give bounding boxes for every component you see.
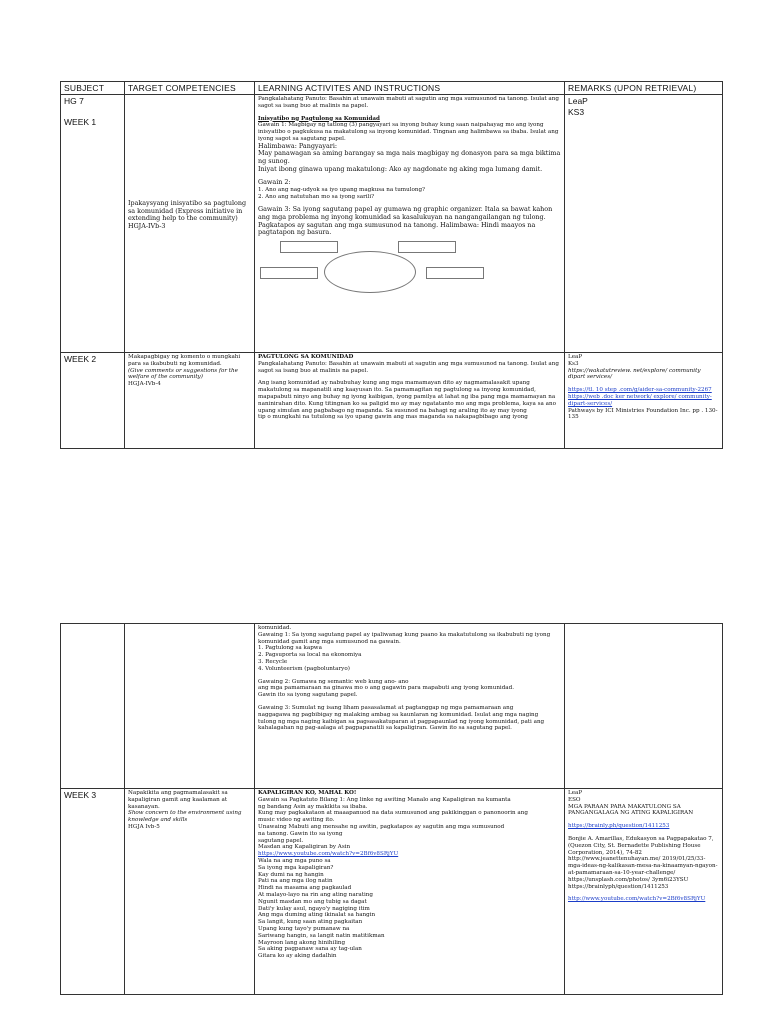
song-line: Pati na ang mga ilog natin bbox=[258, 878, 333, 885]
week2-label: WEEK 2 bbox=[64, 354, 97, 364]
week1-intro: Pangkalahatang Panuto: Basahin at unawain mabuti at sagutin ang mga sumusunod na tanong. Isulat ang sagot sa isang buo at malinis na papel. bbox=[258, 96, 559, 109]
cont-subject-cell bbox=[61, 624, 125, 789]
week3-remark-4: Bonjie A. Amarillas, Edukasyon sa Pagpapakatao 7, (Quezon City, St. Bernadette Publishing House Corporation, 2014), 74-82 bbox=[568, 835, 714, 856]
week1-row bbox=[61, 95, 723, 353]
header-activities: LEARNING ACTIVITES AND INSTRUCTIONS bbox=[255, 82, 565, 95]
week3-label: WEEK 3 bbox=[64, 790, 97, 800]
week3-remark-7: https://brainlyph/question/1411253 bbox=[568, 883, 669, 890]
header-competencies: TARGET COMPETENCIES bbox=[125, 82, 255, 95]
week1-section-title: Inisyatibo ng Pagtulong sa Komunidad bbox=[258, 115, 380, 122]
song-line: Gitara ko ay aking dadalhin bbox=[258, 953, 337, 960]
cont-line: komunidad. bbox=[258, 625, 292, 631]
week1-activities-cell bbox=[255, 95, 565, 353]
organizer-box bbox=[280, 241, 338, 253]
song-line: Kay dumi na ng hangin bbox=[258, 871, 324, 878]
week3-row bbox=[61, 789, 723, 995]
organizer-box bbox=[398, 241, 456, 253]
week1-subject-cell bbox=[61, 95, 125, 353]
week3-line: na tanong. Gawin ito sa iyong bbox=[258, 830, 343, 837]
week3-line: Kung may pagkakataon at maaapanuod na data sumusunod ang pakikinggan o panonoorin ang bbox=[258, 810, 528, 817]
cont-line: Gawin ito sa iyong sagutang papel. bbox=[258, 692, 358, 699]
week3-competency-cell bbox=[125, 789, 255, 995]
week1-competency-cell bbox=[125, 95, 255, 353]
week1-example-label: Halimbawa: Pangyayari: bbox=[258, 141, 338, 150]
organizer-center bbox=[324, 251, 416, 293]
cont-line: ang mga pamamaraan na ginawa mo o ang gagawin para mapabuti ang iyong komunidad. bbox=[258, 685, 514, 692]
week2-remark-2: Ks3 bbox=[568, 360, 579, 367]
lesson-table-top bbox=[60, 81, 723, 449]
header-subject: SUBJECT bbox=[61, 82, 125, 95]
organizer-box bbox=[260, 267, 318, 279]
song-line: Upang kung tayo'y pumanaw na bbox=[258, 925, 350, 932]
cont-line: Gawaing 3: Sumulat ng isang liham pasasalamat at pagtanggap ng mga pamamaraan ang bbox=[258, 704, 514, 711]
week1-gawain2-q2: 2. Ano ang natutuhan mo sa iyong sarili? bbox=[258, 193, 375, 200]
week1-example-2: Iniyat ibong ginawa upang makatulong: Ako ay nagdonate ng aking mga lumang damit. bbox=[258, 164, 543, 173]
week3-competency: Napakikita ang pagmamalasakit sa kapaligiran gamit ang kaalaman at kasanayan. bbox=[128, 790, 228, 810]
week3-remarks-cell bbox=[565, 789, 723, 995]
week2-competency: Makapagbigay ng komento o mungkahi para sa ikabubuti ng komunidad. bbox=[128, 354, 241, 367]
week3-remark-3: MGA PARAAN PARA MAKATULONG SA PANGANGALAGA NG ATING KAPALIGIRAN bbox=[568, 803, 694, 817]
week3-remark-link-2[interactable]: http://www.youtube.com/watch?v=2Bf6v8SRjYU bbox=[568, 896, 706, 903]
cont-line: 2. Pagsuporta sa local na ekonomiya bbox=[258, 652, 362, 659]
organizer-box bbox=[426, 267, 484, 279]
cont-line: 3. Recycle bbox=[258, 658, 288, 665]
song-line: Ang mga duming ating ikinalat sa hangin bbox=[258, 912, 376, 919]
cont-line: tulong ng mga naging kaibigan sa pagsasakatuparan at pagpapaunlad ng iyong komunidad, pati ang bbox=[258, 718, 545, 725]
week1-gawain3: Gawain 3: Sa iyong sagutang papel ay gumawa ng graphic organizer. Itala sa bawat kahon ang mga problema ng inyong komunidad sa kasalukuyan na nangangailangan ng tulong. Pagkatapos ay sagutan ang mga sumusunod na tanong. Halimbawa: Hindi maayos na pagtatapon ng basura. bbox=[258, 205, 553, 237]
week1-competency: Ipakaysyang inisyatibo sa pagtulong sa komunidad (Express initiative in extending help to the community) HGJA-IVb-3 bbox=[128, 199, 247, 230]
header-row bbox=[61, 82, 723, 95]
song-line: Hindi na masama ang pagkaulad bbox=[258, 885, 352, 892]
cont-line: komunidad gamit ang mga sumusunod na gawain. bbox=[258, 638, 401, 645]
week3-remark-1: LeaP bbox=[568, 790, 583, 796]
cont-competency-cell bbox=[125, 624, 255, 789]
song-line: Ngunit masdan mo ang tubig sa dagat bbox=[258, 898, 367, 905]
week2-remark-link-1[interactable]: https://tl. 10 step .com/g/aider-sa-community-2267 bbox=[568, 387, 712, 394]
week2-competency-en: (Give comments or suggestions for the welfare of the community) bbox=[128, 367, 238, 381]
week3-remark-2: ESO bbox=[568, 796, 581, 803]
week1-remark-2: KS3 bbox=[568, 107, 585, 117]
week2-remarks-cell bbox=[565, 353, 723, 449]
week2-activities-cell bbox=[255, 353, 565, 449]
song-line: Wala na ang mga puno sa bbox=[258, 857, 331, 864]
week2-row bbox=[61, 353, 723, 449]
cont-line: 4. Volunteerism (pagboluntaryo) bbox=[258, 665, 350, 672]
song-line: Sariwang hangin, sa langit natin matitikman bbox=[258, 932, 385, 939]
week1-remark-1: LeaP bbox=[568, 96, 588, 106]
week3-week-cell bbox=[61, 789, 125, 995]
week3-line: Masdan ang Kapaligiran by Asin bbox=[258, 844, 351, 851]
week2-week-cell bbox=[61, 353, 125, 449]
week2-remark-3: https://wakatutreview. net/explore/ community dipart services/ bbox=[568, 367, 701, 381]
cont-remarks-cell bbox=[565, 624, 723, 789]
week1-example-1: May panawagan sa aming barangay sa mga nais magbigay ng donasyon para sa mga biktima ng sunog. bbox=[258, 149, 561, 165]
week2-competency-cell bbox=[125, 353, 255, 449]
week3-line: music video ng awiting ito. bbox=[258, 817, 335, 824]
week3-remark-6: https://unsplash.com/photos/ 3ym6i23YSU bbox=[568, 876, 689, 883]
week2-remark-4: Pathways by ICI Ministries Foundation Inc. pp . 130-135 bbox=[568, 407, 718, 421]
cont-line: naggagawa ng pagbibigay ng malaking ambag sa kaunlaran ng komunidad. Isulat ang mga naging bbox=[258, 711, 539, 718]
week1-gawain2-title: Gawain 2: bbox=[258, 178, 291, 187]
week2-remark-1: LeaP bbox=[568, 354, 583, 360]
song-line: Sa aking pagpanaw sana ay tag-ulan bbox=[258, 946, 362, 953]
week1-gawain2-q1: 1. Ano ang nag-udyok sa iyo upang magkusa na tumulong? bbox=[258, 186, 426, 193]
week2-remark-link-2[interactable]: https://web .doc ker network/ explore/ community-dipart-services/ bbox=[568, 393, 712, 407]
week3-competency-en: Show concern to the environment using knowledge and skills bbox=[128, 810, 242, 824]
lesson-table-bottom bbox=[60, 623, 723, 995]
week3-line: sagutang papel. bbox=[258, 837, 304, 844]
header-remarks: REMARKS (UPON RETRIEVAL) bbox=[565, 82, 723, 95]
song-line: Sa langit, kung saan ating pagkaitan bbox=[258, 919, 363, 926]
cont-line: 1. Pagtulong sa kapwa bbox=[258, 645, 322, 652]
week1-label: WEEK 1 bbox=[64, 117, 97, 127]
week3-remark-link-1[interactable]: https://brainly.ph/question/1411253 bbox=[568, 823, 670, 830]
week2-intro: Pangkalahatang Panuto: Basahin at unawain mabuti at sagutin ang mga sumusunod na tanong. Isulat ang sagot sa isang buo at malinis na papel. bbox=[258, 360, 559, 374]
week3-activities-cell bbox=[255, 789, 565, 995]
cont-line: Gawaing 1: Sa iyong sagutang papel ay ipaliwanag kung paano ka makatutulong sa ikabubuti ng iyong bbox=[258, 631, 551, 638]
week3-line: ng bandang Asin ay makikita sa ibaba. bbox=[258, 803, 368, 810]
week2-code: HGJA-IVb-4 bbox=[128, 381, 161, 388]
song-line: Dati'y kulay asul, ngayo'y nagiging itim bbox=[258, 905, 370, 912]
week3-code: HGJA Ivb-5 bbox=[128, 823, 160, 830]
week3-title: KAPALIGIRAN KO, MAHAL KO! bbox=[258, 790, 357, 796]
song-line: Mayroon lang akong hinihiling bbox=[258, 939, 346, 946]
week3-line: Unawaing Mabuti ang mensahe ng awitin, pagkatapos ay sagutin ang mga sumusunod bbox=[258, 823, 505, 830]
cont-activities-cell bbox=[255, 624, 565, 789]
week3-song-link[interactable]: https://www.youtube.com/watch?v=2Bf6v8SRjYU bbox=[258, 851, 399, 858]
subject-value: HG 7 bbox=[64, 96, 84, 106]
cont-line: kahalagahan ng pag-aalaga at pagpapanatili sa kapaligiran. Gawin ito sa sagutang papel. bbox=[258, 725, 512, 732]
song-line: Sa iyong mga kapaligiran? bbox=[258, 864, 334, 871]
week2-body: Ang isang komunidad ay nabubuhay kung ang mga mamamayan dito ay nagmamalasakit upang makatulong sa mapanatili ang kaayusan ito. Sa pamamagitan ng pagtulong sa inyong komunidad, mapapabuti ninyo ang buhay ng iyong kaibigan, iyong pamilya at lahat ng iba pang mga mamamayan na naninirahan dito. Kung titingnan ko sa paligid mo ay may ngatatanto mo ang mga problema, kaya sa ano upang simulan ang pagbabago ng maganda. Sa susunod na bahagi ng araling ito ay may iyong bbox=[258, 380, 556, 414]
week3-remark-5: http://www.jeanettenuhayan.me/ 2019/01/25/33-mga-ideas-ng-kalikasan-mesa-na-kinaamyan-ngayon-at-pamamaraan-sa-10-year-challenge/ bbox=[568, 856, 718, 876]
song-line: At malayo-layo na rin ang ating narating bbox=[258, 891, 373, 898]
week1-gawain1: Gawain 1: Magbigay ng tatlong (3) pangyayari sa inyong buhay kung saan naipahayag mo ang iyong inisyatibo o pagkukusa na makatulong sa inyong komunidad. Tingnan ang halimbawa sa ibaba. Isulat ang iyong sagot sa sagutang papel. bbox=[258, 122, 559, 142]
week3-line: Gawain sa Pagkatuto Bilang 1: Ang linke ng awiting Manalo ang Kapaligiran na kumanta bbox=[258, 796, 511, 803]
continuation-row bbox=[61, 624, 723, 789]
graphic-organizer bbox=[258, 239, 488, 299]
week2-title: PAGTULONG SA KOMUNIDAD bbox=[258, 354, 354, 360]
week2-body-cut: tip o mungkahi na tutulong sa iyo upang gawin ang mas maganda sa nakapagbibago ang iyong bbox=[258, 414, 528, 421]
cont-line: Gawaing 2: Gumawa ng semantic web kung ano- ano bbox=[258, 678, 409, 685]
week1-remarks-cell bbox=[565, 95, 723, 353]
